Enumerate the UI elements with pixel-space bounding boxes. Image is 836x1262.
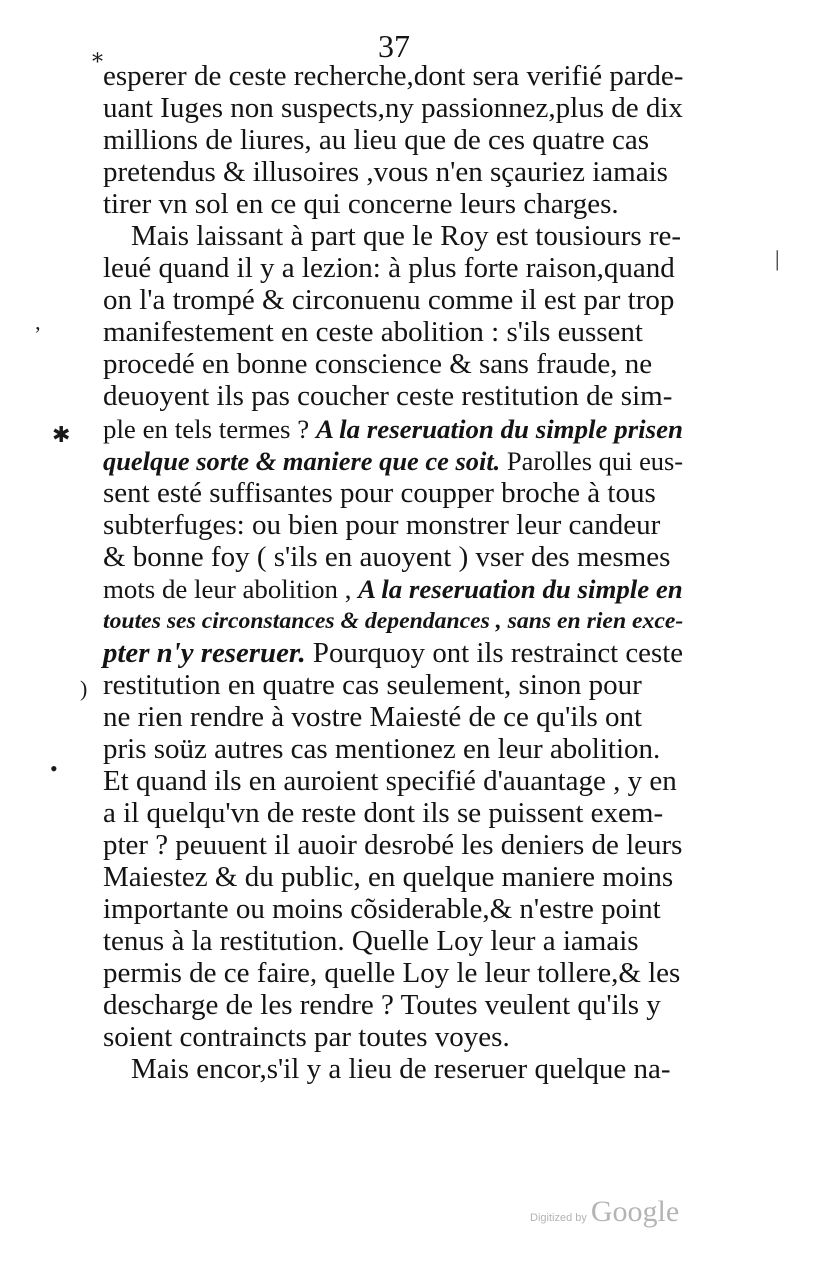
text-line <box>103 861 683 893</box>
margin-mark: ⁎ <box>92 42 103 67</box>
line-text: Mais laissant à part que le Roy est tousiours re- <box>131 220 682 253</box>
page-number: 37 <box>378 28 410 64</box>
text-line <box>103 124 683 156</box>
text-line <box>103 541 683 573</box>
line-text: ne rien rendre à vostre Maiesté de ce qu'ils ont <box>103 700 643 733</box>
text-line <box>103 829 683 861</box>
text-line <box>103 957 683 989</box>
line-italic-text: toutes ses circonstances & dependances , sans en rien exce- <box>103 607 684 634</box>
text-line <box>103 669 683 701</box>
line-text: sent esté suffisantes pour coupper broche à tous <box>103 476 656 509</box>
text-line <box>103 765 683 797</box>
text-line <box>103 797 683 829</box>
line-text: Maiestez & du public, en quelque maniere moins <box>103 861 674 894</box>
text-line <box>103 701 683 733</box>
text-line <box>103 1053 683 1085</box>
line-text: a il quelqu'vn de reste dont ils se puissent exem- <box>103 797 664 830</box>
text-line <box>103 284 683 316</box>
line-text: pretendus & illusoires ,vous n'en sçauriez iamais <box>103 156 668 189</box>
line-text: esperer de ceste recherche,dont sera verifié parde- <box>103 60 684 92</box>
text-line <box>103 733 683 765</box>
watermark-prefix: Digitized by <box>530 1212 587 1224</box>
margin-mark: • <box>50 756 58 781</box>
line-text: leué quand il y a lezion: à plus forte raison,quand <box>103 252 675 285</box>
text-line <box>103 252 683 284</box>
margin-mark: | <box>775 246 780 271</box>
text-line <box>103 413 683 445</box>
line-text-after: Parolles qui eus- <box>500 445 684 476</box>
text-line <box>103 893 683 925</box>
line-text: descharge de les rendre ? Toutes veulent qu'ils y <box>103 989 661 1022</box>
watermark-brand: Google <box>590 1195 680 1228</box>
text-line <box>103 188 683 220</box>
line-text: mots de leur abolition , <box>103 573 359 604</box>
line-text: millions de liures, au lieu que de ces quatre cas <box>103 124 649 157</box>
line-italic-text: A la reseruation du simple en <box>358 573 683 604</box>
line-text: & bonne foy ( s'ils en auoyent ) vser des mesmes <box>103 540 671 573</box>
text-line <box>103 156 683 188</box>
text-line <box>103 989 683 1021</box>
line-text: restitution en quatre cas seulement, sinon pour <box>103 668 642 701</box>
line-text: pter ? peuuent il auoir desrobé les deniers de leurs <box>103 829 683 862</box>
line-text: permis de ce faire, quelle Loy le leur tollere,& les <box>103 957 681 990</box>
margin-mark: ✱ <box>52 422 71 447</box>
digitized-watermark <box>530 1195 679 1229</box>
line-text: tenus à la restitution. Quelle Loy leur a iamais <box>103 925 639 958</box>
line-text: soient contraincts par toutes voyes. <box>103 1021 510 1054</box>
text-line <box>103 605 683 637</box>
text-line <box>103 477 683 509</box>
line-italic-text: quelque sorte & maniere que ce soit. <box>103 445 501 476</box>
text-line <box>103 573 683 605</box>
margin-mark: ʼ <box>34 322 42 347</box>
line-text: pris soüz autres cas mentionez en leur abolition. <box>103 732 661 765</box>
line-text: manifestement en ceste abolition : s'ils eussent <box>103 316 643 349</box>
text-line <box>103 92 683 124</box>
text-line <box>103 380 683 412</box>
line-text: subterfuges: ou bien pour monstrer leur candeur <box>103 508 661 541</box>
text-line <box>103 348 683 380</box>
text-line <box>103 1021 683 1053</box>
text-line <box>103 637 683 669</box>
line-text: importante ou moins cõsiderable,& n'estre point <box>103 893 661 926</box>
line-italic-text: A la reseruation du simple prisen <box>315 413 683 444</box>
text-line <box>103 220 683 252</box>
line-text: deuoyent ils pas coucher ceste restitution de sim- <box>103 380 673 413</box>
text-line <box>103 316 683 348</box>
line-text: Mais encor,s'il y a lieu de reseruer quelque na- <box>131 1053 671 1086</box>
line-text: on l'a trompé & circonuenu comme il est par trop <box>103 284 675 317</box>
text-line <box>103 509 683 541</box>
line-text: procedé en bonne conscience & sans fraude, ne <box>103 348 653 381</box>
line-text: uant Iuges non suspects,ny passionnez,plus de dix <box>103 92 683 125</box>
text-line <box>103 925 683 957</box>
text-line <box>103 445 683 477</box>
line-text: Et quand ils en auroient specifié d'auantage , y en <box>103 765 677 798</box>
line-text: tirer vn sol en ce qui concerne leurs charges. <box>103 188 619 221</box>
text-line <box>103 60 683 92</box>
margin-mark: ) <box>80 676 88 701</box>
line-text-after: Pourquoy ont ils restrainct ceste <box>305 636 684 669</box>
body-text <box>103 60 683 1086</box>
line-text: ple en tels termes ? <box>103 413 316 444</box>
line-italic-text: pter n'y reseruer. <box>103 636 306 669</box>
